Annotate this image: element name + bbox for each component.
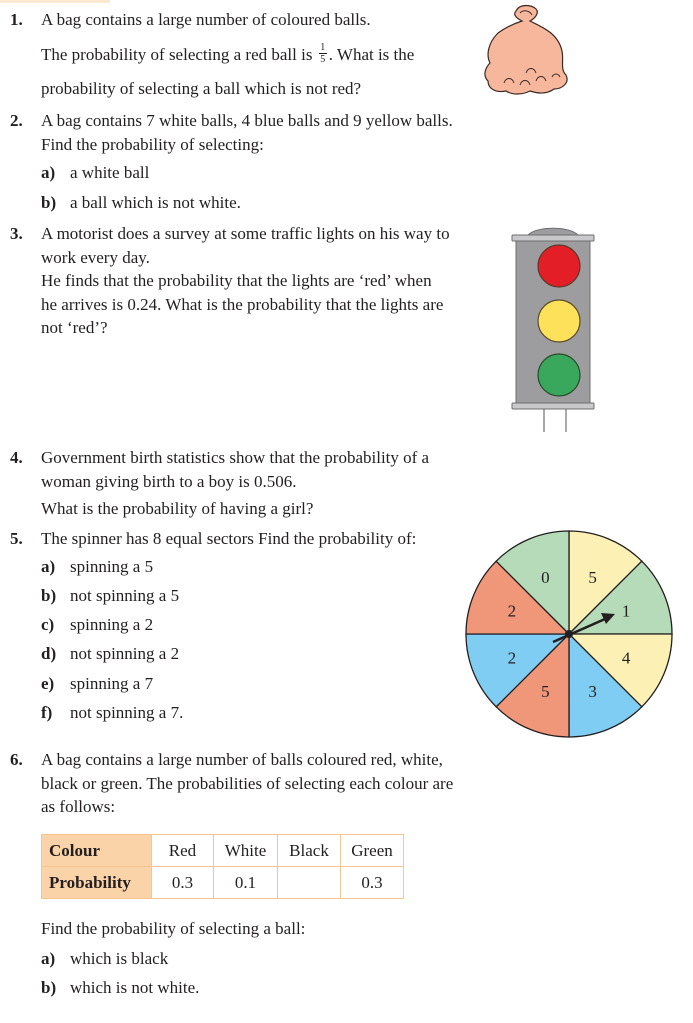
text-line: woman giving birth to a boy is 0.506. [41,471,297,491]
spinner-sector-label: 3 [588,682,597,702]
question-number: 5. [10,529,23,548]
part-label: a) [41,163,56,182]
probability-table [41,834,404,899]
text-line [41,43,501,67]
part-text: not spinning a 5 [70,586,180,605]
table-cell: Red [152,835,214,867]
question-2-part-b [41,193,241,213]
table-cell: White [214,835,278,867]
part-label: d) [41,644,57,663]
question-text [41,446,501,521]
part-label: a) [41,557,56,576]
table-cell: 0.3 [152,867,214,899]
question-5-part-d [41,644,179,664]
question-6-part-b [41,978,199,998]
question-number: 6. [10,750,23,769]
text-line: probability of selecting a ball which is not red? [41,79,362,99]
question-5-part-a [41,557,153,577]
spinner-sector-label: 5 [588,567,597,587]
table-cell: 0.3 [341,867,404,899]
part-label: e) [41,674,55,693]
question-text [41,527,501,551]
question-text [41,748,501,819]
fraction-denominator: 5 [320,54,326,66]
spinner [462,527,676,741]
spinner-sector-label: 5 [541,682,550,702]
part-label: b) [41,978,57,997]
table-cell [278,867,341,899]
spinner-sector-label: 1 [621,601,631,621]
text-line: not ‘red’? [41,318,108,337]
text-line: black or green. The probabilities of selecting each colour are [41,773,454,793]
spinner-hub [565,630,573,638]
question-text [41,8,501,101]
text-line: He finds that the probability that the lights are ‘red’ when [41,271,432,290]
bag-icon [480,3,572,99]
part-text: a ball which is not white. [70,193,241,212]
fraction-numerator: 1 [320,42,326,54]
part-text: spinning a 7 [70,674,154,693]
part-text: which is black [70,949,169,968]
part-label: f) [41,703,53,722]
text-line: A bag contains a large number of balls coloured red, white, [41,750,443,769]
question-number: 2. [10,111,23,130]
table-row-colour [42,835,404,867]
part-text: spinning a 2 [70,615,154,634]
spinner-sector-label: 4 [621,648,631,668]
part-text: spinning a 5 [70,557,154,576]
traffic-light-icon [506,226,600,434]
text-line: A motorist does a survey at some traffic lights on his way to [41,224,450,243]
text-line: as follows: [41,797,116,816]
question-number: 3. [10,224,23,243]
part-text: which is not white. [70,978,200,997]
part-label: b) [41,193,57,212]
yellow-light [538,300,580,342]
table-cell: Green [341,835,404,867]
part-text: a white ball [70,163,150,182]
green-light [538,354,580,396]
question-6-followup: Find the probability of selecting a ball: [41,919,306,938]
question-number: 1. [10,10,23,29]
text-segment: . What is the [328,44,415,64]
text-line: Find the probability of selecting: [41,134,264,154]
part-label: c) [41,615,55,634]
spinner-sector-label: 2 [507,648,517,668]
part-label: b) [41,586,57,605]
part-text: not spinning a 2 [70,644,180,663]
text-line: Government birth statistics show that the probability of a [41,448,430,467]
table-row-probability [42,867,404,899]
question-5-part-b [41,586,179,606]
question-text [41,222,501,340]
row-header: Colour [42,835,152,867]
question-number: 4. [10,448,23,467]
text-line: The spinner has 8 equal sectors Find the probability of: [41,529,417,548]
fraction [319,43,327,64]
row-header: Probability [42,867,152,899]
red-light [538,245,580,287]
question-5-part-c [41,615,153,635]
table-cell: 0.1 [214,867,278,899]
text-line: What is the probability of having a girl? [41,499,314,518]
text-line: A bag contains a large number of coloured balls. [41,10,371,29]
question-6-part-a [41,949,168,969]
table-cell: Black [278,835,341,867]
question-5-part-f [41,703,183,723]
text-line: A bag contains 7 white balls, 4 blue balls and 9 yellow balls. [41,111,453,130]
text-line: work every day. [41,247,150,267]
question-2-part-a [41,163,149,183]
part-label: a) [41,949,56,968]
header-decoration [0,0,110,3]
part-text: not spinning a 7. [70,703,184,722]
spinner-sector-label: 2 [507,601,517,621]
question-5-part-e [41,674,153,694]
question-text [41,109,501,156]
text-line: he arrives is 0.24. What is the probability that the lights are [41,294,444,314]
spinner-sector-label: 0 [541,567,550,587]
text-segment: The probability of selecting a red ball is [41,44,313,64]
